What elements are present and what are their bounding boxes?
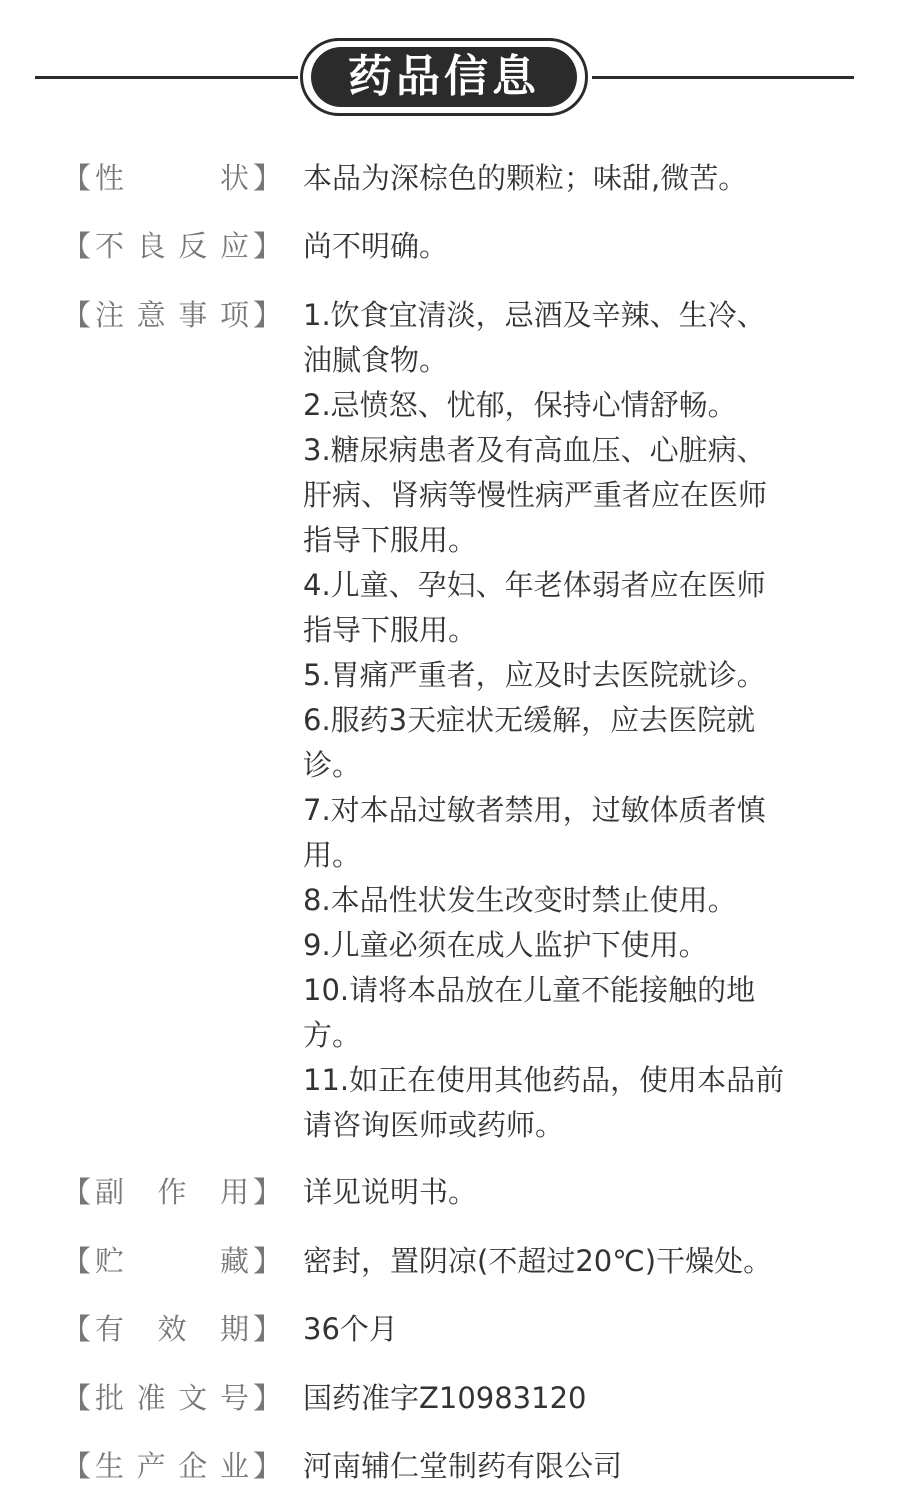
row-label: 【 注 意 事 项 】 <box>62 297 282 332</box>
precaution-line: 肝病、肾病等慢性病严重者应在医师 <box>303 478 768 512</box>
title-badge-fill <box>311 47 577 107</box>
row-label: 【 生 产 企 业 】 <box>62 1448 282 1483</box>
row-value: 本品为深棕色的颗粒；味甜,微苦。 <box>303 161 748 195</box>
row-value: 河南辅仁堂制药有限公司 <box>303 1449 623 1483</box>
precaution-line: 方。 <box>303 1018 362 1052</box>
precaution-line: 5.胃痛严重者，应及时去医院就诊。 <box>303 658 766 692</box>
row-label: 【 副 作 用 】 <box>62 1174 282 1209</box>
row-label: 【 有 效 期 】 <box>62 1311 282 1346</box>
precaution-line: 1.饮食宜清淡，忌酒及辛辣、生冷、 <box>303 298 766 332</box>
precaution-line: 11.如正在使用其他药品，使用本品前 <box>303 1063 785 1097</box>
precaution-line: 用。 <box>303 838 362 872</box>
precaution-line: 油腻食物。 <box>303 343 449 377</box>
precautions-list <box>303 293 843 1148</box>
header-divider-left <box>35 76 298 79</box>
precaution-line: 3.糖尿病患者及有高血压、心脏病、 <box>303 433 766 467</box>
precaution-line: 6.服药3天症状无缓解，应去医院就 <box>303 703 756 737</box>
page-title: 药品信息 <box>348 51 540 102</box>
precaution-line: 指导下服用。 <box>303 523 478 557</box>
row-label: 【 贮 藏 】 <box>62 1243 282 1278</box>
row-value: 36个月 <box>303 1312 398 1346</box>
precaution-line: 诊。 <box>303 748 362 782</box>
row-value: 国药准字Z10983120 <box>303 1381 587 1415</box>
section-header <box>0 38 900 118</box>
row-value: 详见说明书。 <box>303 1175 478 1209</box>
header-divider-right <box>592 76 854 79</box>
row-label: 【 性 状 】 <box>62 160 282 195</box>
row-value: 密封，置阴凉(不超过20℃)干燥处。 <box>303 1244 773 1278</box>
precaution-line: 指导下服用。 <box>303 613 478 647</box>
precaution-line: 10.请将本品放在儿童不能接触的地 <box>303 973 756 1007</box>
precaution-line: 请咨询医师或药师。 <box>303 1108 565 1142</box>
row-label: 【 批 准 文 号 】 <box>62 1380 282 1415</box>
precaution-line: 2.忌愤怒、忧郁，保持心情舒畅。 <box>303 388 737 422</box>
precaution-line: 9.儿童必须在成人监护下使用。 <box>303 928 708 962</box>
precaution-line: 4.儿童、孕妇、年老体弱者应在医师 <box>303 568 766 602</box>
row-value: 尚不明确。 <box>303 229 449 263</box>
precaution-line: 8.本品性状发生改变时禁止使用。 <box>303 883 737 917</box>
title-badge <box>300 38 588 116</box>
row-label: 【 不 良 反 应 】 <box>62 228 282 263</box>
precaution-line: 7.对本品过敏者禁用，过敏体质者慎 <box>303 793 766 827</box>
